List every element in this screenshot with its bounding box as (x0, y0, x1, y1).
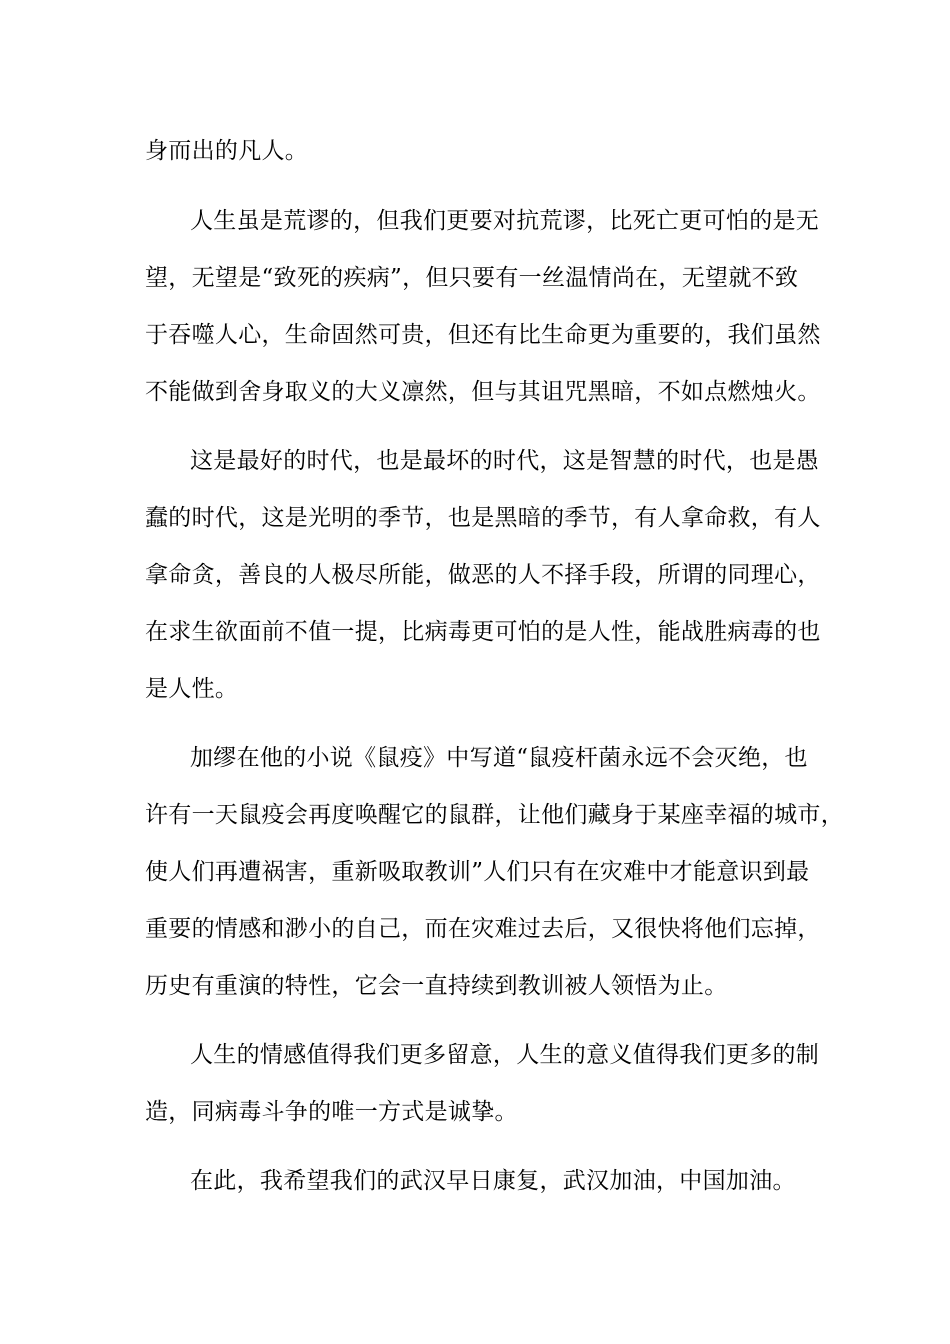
paragraph-line: 人生虽是荒谬的，但我们更要对抗荒谬，比死亡更可怕的是无 (190, 208, 820, 234)
paragraph-line: 许有一天鼠疫会再度唤醒它的鼠群，让他们藏身于某座幸福的城市， (145, 802, 844, 828)
paragraph-line: 造，同病毒斗争的唯一方式是诚挚。 (145, 1099, 518, 1125)
paragraph-line: 不能做到舍身取义的大义凛然，但与其诅咒黑暗，不如点燃烛火。 (145, 379, 821, 405)
paragraph-line: 这是最好的时代，也是最坏的时代，这是智慧的时代，也是愚 (190, 448, 820, 474)
paragraph-line: 重要的情感和渺小的自己，而在灾难过去后，又很快将他们忘掉， (145, 916, 821, 942)
paragraph-line: 历史有重演的特性，它会一直持续到教训被人领悟为止。 (145, 973, 728, 999)
paragraph-line: 身而出的凡人。 (145, 138, 309, 164)
paragraph-line: 是人性。 (145, 676, 239, 702)
paragraph-line: 使人们再遭祸害，重新吸取教训”人们只有在灾难中才能意识到最 (145, 859, 810, 885)
paragraph-line: 于吞噬人心，生命固然可贵，但还有比生命更为重要的，我们虽然 (145, 322, 821, 348)
paragraph-line: 蠢的时代，这是光明的季节，也是黑暗的季节，有人拿命救，有人 (145, 505, 821, 531)
paragraph-line: 人生的情感值得我们更多留意，人生的意义值得我们更多的制 (190, 1042, 820, 1068)
paragraph-line: 在此，我希望我们的武汉早日康复，武汉加油，中国加油。 (190, 1168, 796, 1194)
paragraph-line: 拿命贪，善良的人极尽所能，做恶的人不择手段，所谓的同理心， (145, 562, 821, 588)
paragraph-line: 望，无望是“致死的疾病”，但只要有一丝温情尚在，无望就不致 (145, 265, 799, 291)
paragraph-line: 在求生欲面前不值一提，比病毒更可怕的是人性，能战胜病毒的也 (145, 619, 821, 645)
paragraph-line: 加缪在他的小说《鼠疫》中写道“鼠疫杆菌永远不会灭绝，也 (190, 745, 808, 771)
